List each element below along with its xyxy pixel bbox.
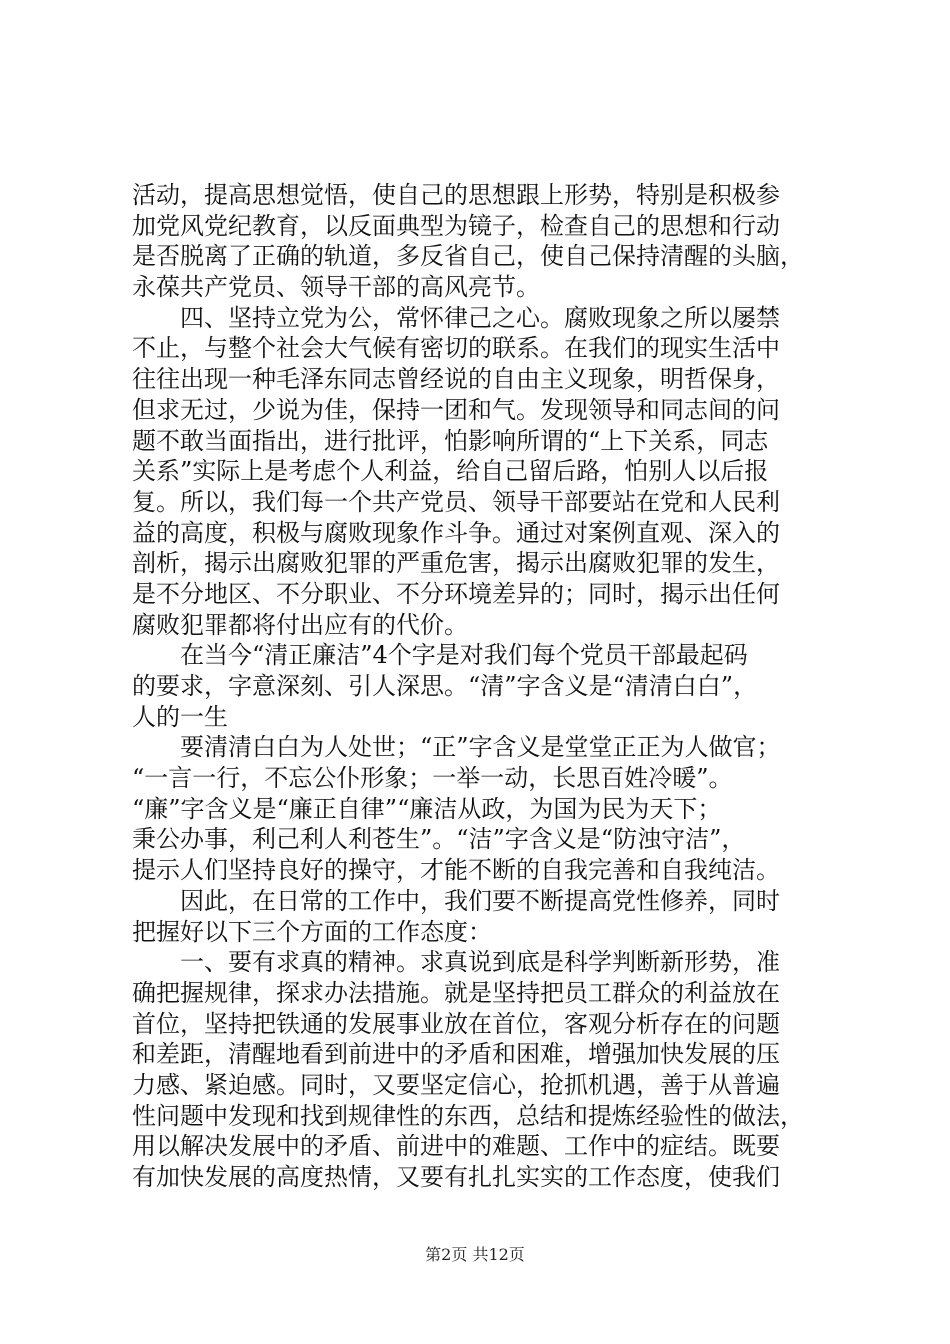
- text-line: 把握好以下三个方面的工作态度：: [132, 917, 492, 946]
- text-line: 秉公办事，利己利人利苍生”。“洁”字含义是“防浊守洁”，: [132, 825, 746, 854]
- text-line: 用以解决发展中的矛盾、前进中的难题、工作中的症结。既要: [132, 1132, 780, 1161]
- text-line: 剖析，揭示出腐败犯罪的严重危害，揭示出腐败犯罪的发生，: [132, 549, 780, 578]
- text-line: 力感、紧迫感。同时，又要坚定信心，抢抓机遇，善于从普遍: [132, 1070, 780, 1099]
- text-line: 提示人们坚持良好的操守，才能不断的自我完善和自我纯洁。: [132, 856, 780, 885]
- text-line: “一言一行，不忘公仆形象；一举一动，长思百姓冷暖”。: [132, 764, 733, 793]
- text-line: 有加快发展的高度热情，又要有扎扎实实的工作态度，使我们: [132, 1163, 780, 1191]
- text-line: “廉”字含义是“廉正自律”“廉洁从政，为国为民为天下；: [132, 794, 722, 823]
- text-line: 一、要有求真的精神。求真说到底是科学判断新形势，准: [132, 948, 780, 977]
- document-body: [132, 180, 836, 1193]
- text-line: 和差距，清醒地看到前进中的矛盾和困难，增强加快发展的压: [132, 1040, 780, 1069]
- text-line: 活动，提高思想觉悟，使自己的思想跟上形势，特别是积极参: [132, 181, 780, 209]
- text-line: 在当今“清正廉洁”4个字是对我们每个党员干部最起码: [132, 641, 748, 670]
- text-line: 因此，在日常的工作中，我们要不断提高党性修养，同时: [132, 886, 780, 915]
- text-line: 往往出现一种毛泽东同志曾经说的自由主义现象，明哲保身，: [132, 365, 780, 394]
- text-line: 永葆共产党员、领导干部的高风亮节。: [132, 273, 540, 302]
- text-line: 确把握规律，探求办法措施。就是坚持把员工群众的利益放在: [132, 978, 780, 1007]
- text-line: 是否脱离了正确的轨道，多反省自己，使自己保持清醒的头脑，: [132, 242, 804, 271]
- text-line: 不止，与整个社会大气候有密切的联系。在我们的现实生活中: [132, 334, 780, 363]
- text-line: 的要求，字意深刻、引人深思。“清”字含义是“清清白白”，: [132, 672, 758, 700]
- text-line: 是不分地区、不分职业、不分环境差异的；同时，揭示出任何: [132, 579, 780, 608]
- text-line: 关系”实际上是考虑个人利益，给自己留后路，怕别人以后报: [132, 457, 769, 486]
- text-line: 但求无过，少说为佳，保持一团和气。发现领导和同志间的问: [132, 395, 780, 424]
- text-line: 要清清白白为人处世；“正”字含义是堂堂正正为人做官；: [132, 733, 781, 762]
- text-line: 益的高度，积极与腐败现象作斗争。通过对案例直观、深入的: [132, 518, 780, 547]
- text-line: 题不敢当面指出，进行批评，怕影响所谓的“上下关系，同志: [132, 426, 769, 455]
- text-line: 四、坚持立党为公，常怀律己之心。腐败现象之所以屡禁: [132, 303, 780, 332]
- page-footer: [0, 1245, 950, 1265]
- text-line: 性问题中发现和找到规律性的东西，总结和提炼经验性的做法，: [132, 1101, 804, 1130]
- text-line: 加党风党纪教育，以反面典型为镜子，检查自己的思想和行动: [132, 211, 780, 240]
- text-line: 人的一生: [132, 702, 228, 731]
- text-line: 腐败犯罪都将付出应有的代价。: [132, 610, 468, 639]
- page-number-label: 第2页 共12页: [425, 1245, 525, 1264]
- text-line: 复。所以，我们每一个共产党员、领导干部要站在党和人民利: [132, 487, 780, 516]
- text-line: 首位，坚持把铁通的发展事业放在首位，客观分析存在的问题: [132, 1009, 780, 1038]
